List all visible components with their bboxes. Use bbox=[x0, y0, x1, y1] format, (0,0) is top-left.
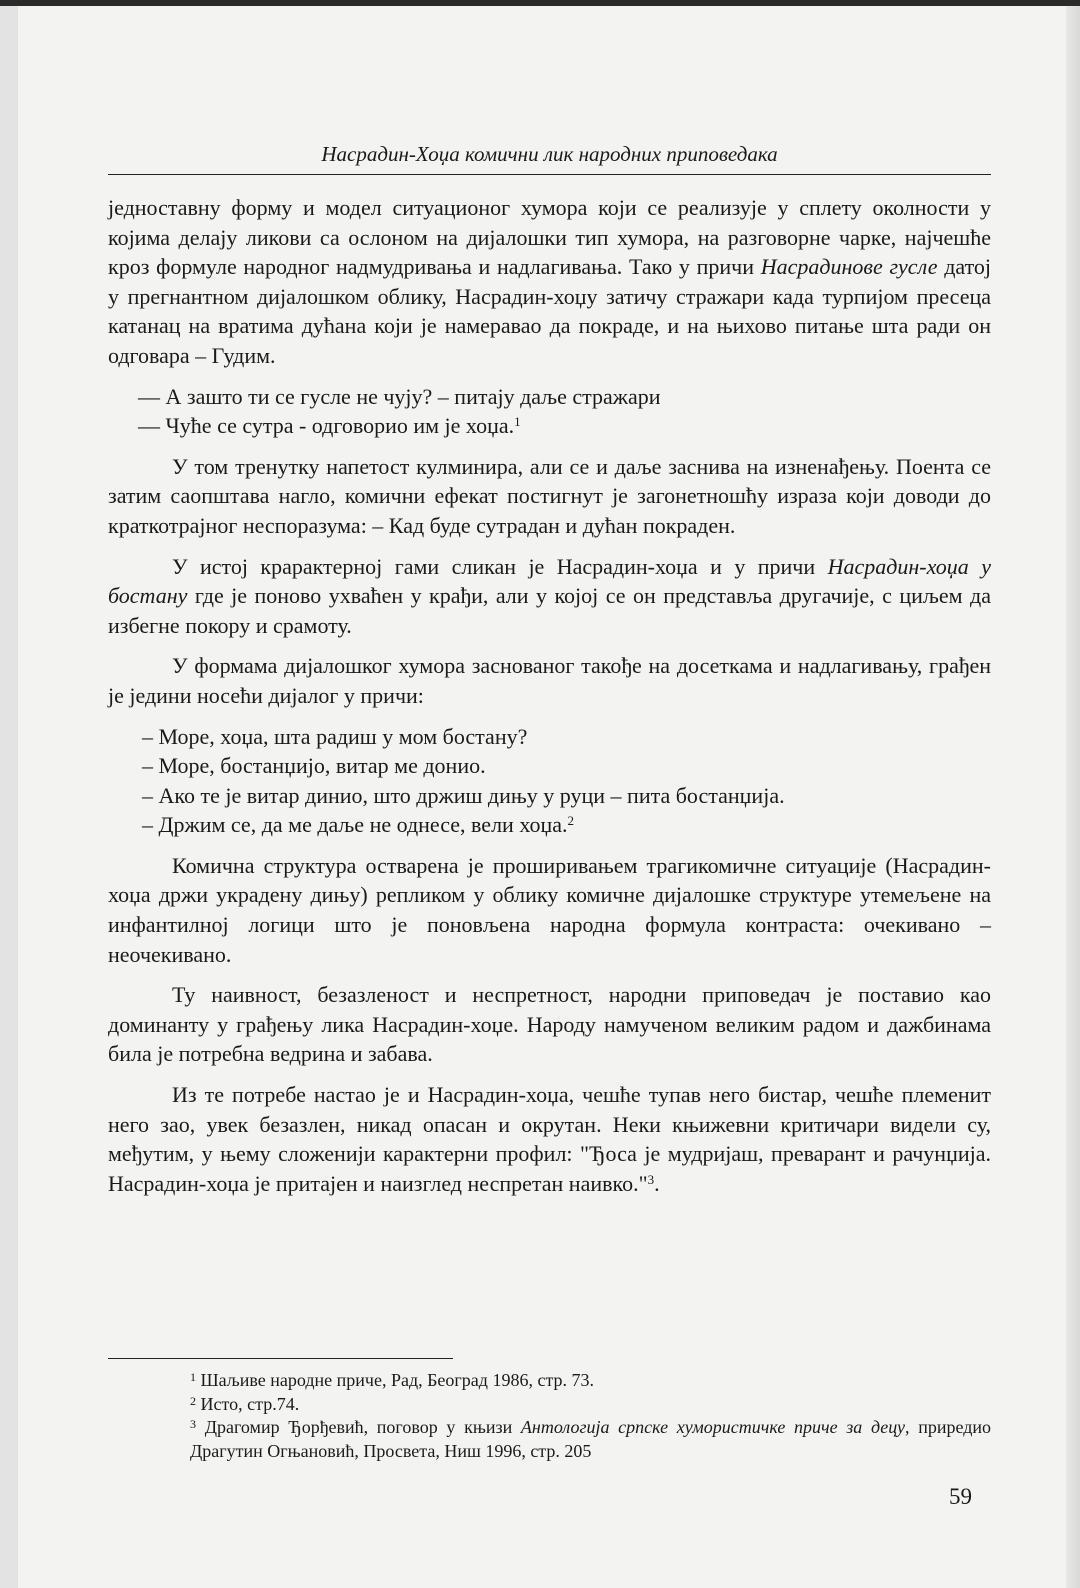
dialog-2-line-1: – Море, хоџа, шта радиш у мом бостану? bbox=[142, 723, 528, 749]
footnotes bbox=[108, 1369, 991, 1463]
page-number: 59 bbox=[949, 1484, 972, 1509]
footnote-1: $^1$ Шаљиве народне приче, Рад, Београд 1986, стр. 73. bbox=[190, 1370, 595, 1390]
footnote-rule bbox=[108, 1358, 453, 1359]
story-title-bostan: Насрадин-хоџа у бостану bbox=[108, 553, 991, 609]
body-text bbox=[108, 193, 991, 1209]
paragraph-1-text: једноставну форму и модел ситуационог хумора који се реализује у сплету околности у којима делају ликови са ослоном на дијалошки тип хумора, на разговорне чарке, најчешће кроз формуле народног надмудривања и надлагивања. Тако у причи bbox=[108, 195, 991, 280]
footnote-ref-2[interactable]: 2 bbox=[567, 813, 575, 829]
paragraph-3-text-end: где је поново ухваћен у крађи, али у којој се он представља другачије, с циљем да избегне покору и срамоту. bbox=[108, 583, 991, 638]
running-head: Насрадин-Хоџа комични лик народних приповедака bbox=[321, 142, 778, 166]
dialog-1-line-1: — А зашто ти се гусле не чују? – питају даље стражари bbox=[138, 383, 661, 409]
footnote-ref-1[interactable]: 1 bbox=[514, 414, 521, 430]
story-title-gusle: Насрадинове гусле bbox=[760, 254, 938, 280]
dialog-1 bbox=[138, 382, 991, 441]
paragraph-4: У формама дијалошког хумора заснованог такође на досеткама и надлагивању, грађен је једини носећи дијалог у причи: bbox=[108, 653, 991, 708]
anthology-title: Антологија српске хумористичке приче за децу bbox=[520, 1417, 906, 1437]
paragraph-1 bbox=[108, 193, 991, 371]
paragraph-3 bbox=[108, 552, 991, 641]
dialog-2-line-2: – Море, бостанџијо, витар ме донио. bbox=[142, 753, 486, 779]
paragraph-2: У том тренутку напетост кулминира, али се и даље заснива на изненађењу. Поента се затим саопштава нагло, комични ефекат постигнут је загонетношћу израза који доводи до краткотрајног неспоразума: – Кад буде сутрадан и дућан покраден. bbox=[108, 453, 991, 538]
paragraph-5: Комична структура остварена је проширивањем трагикомичне ситуације (Насрадин-хоџа држи украдену дињу) репликом у облику комичне дијалошке структуре утемељене на инфантилној логици што је поновљена народна формула контраста: очекивано – неочекивано. bbox=[108, 852, 991, 967]
paragraph-6: Ту наивност, безазленост и неспретност, народни приповедач је поставио као доминанту у грађењу лика Насрадин-хоџе. Народу намученом великим радом и дажбинама била је потребна ведрина и забава. bbox=[108, 982, 991, 1067]
footnote-ref-3[interactable]: 3 bbox=[647, 1171, 655, 1187]
header-rule bbox=[108, 174, 991, 175]
paragraph-3-text: У истој крарактерној гами сликан је Насрадин-хоџа и у причи bbox=[172, 553, 828, 579]
dialog-2-line-4: – Држим се, да ме даље не однесе, вели хоџа.$^2$ bbox=[142, 812, 575, 838]
dialog-1-line-2: — Чуће се сутра - одговорио им је хоџа.$^1$ bbox=[138, 413, 521, 439]
paragraph-7: Из те потребе настао је и Насрадин-хоџа, чешће тупав него бистар, чешће племенит него зао, увек безазлен, никад опасан и окрутан. Неки књижевни критичари видели су, међутим, у њему сложенији карактерни профил: "Ђоса је мудријаш, преварант и рачунџија. Насрадин-хоџа је притајен и наизглед неспретан наивко."$^3$. bbox=[108, 1082, 991, 1196]
dialog-2-line-3: – Ако те је витар динио, што држиш дињу у руци – пита бостанџија. bbox=[142, 782, 785, 808]
footnote-2: $^2$ Исто, стр.74. bbox=[190, 1393, 300, 1414]
footnote-3: $^3$ Драгомир Ђорђевић, поговор у књизи Антологија српске хумористичке приче за децу, приредио Драгутин Огњановић, Просвета, Ниш 1996, стр. 205 bbox=[190, 1417, 992, 1461]
dialog-2 bbox=[142, 722, 991, 840]
book-page bbox=[0, 6, 1080, 1588]
paragraph-1-text-end: датој у прегнантном дијалошком облику, Насрадин-хоџу затичу стражари када турпијом пресеца катанац на вратима дућана који је намеравао да покраде, и на њихово питање шта ради он одговара – Гудим. bbox=[108, 254, 992, 368]
